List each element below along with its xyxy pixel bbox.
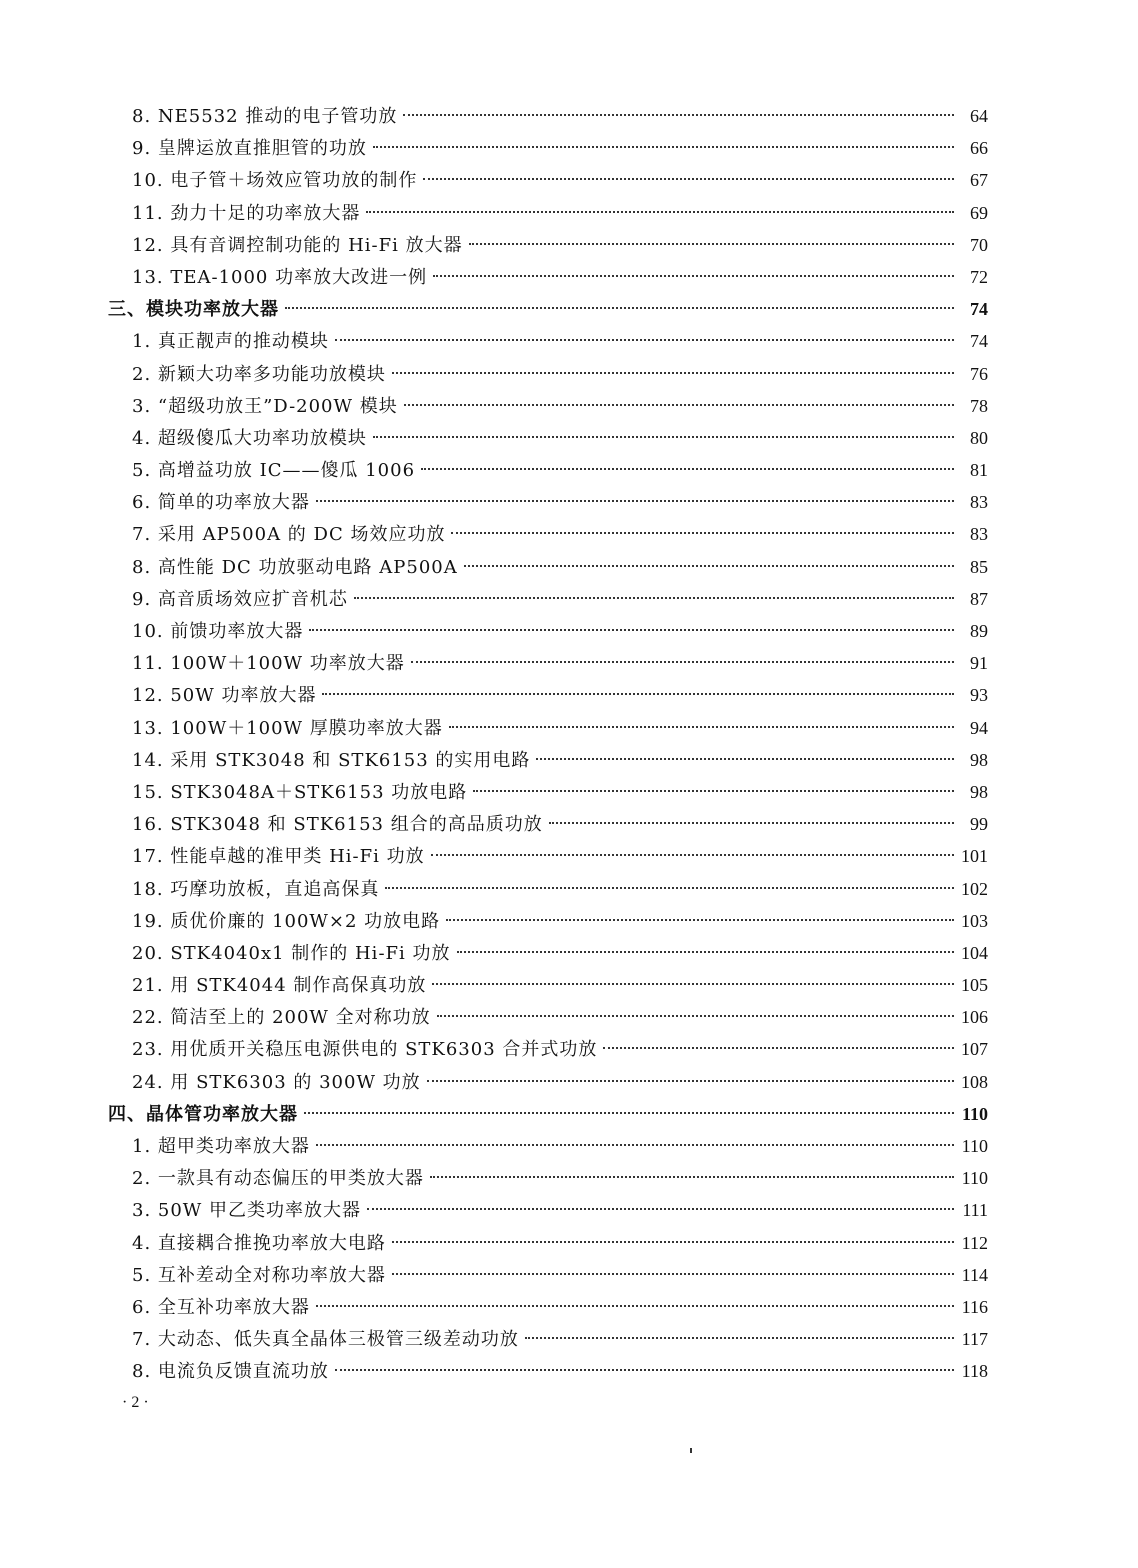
toc-entry-row [108, 647, 988, 679]
toc-page-number: 108 [961, 1071, 988, 1092]
toc-page-number: 93 [970, 685, 988, 706]
toc-entry-row [108, 1130, 988, 1162]
toc-entry-title: 22. 简洁至上的 200W 全对称功放 [132, 1007, 431, 1029]
toc-entry-title: 2. 新颖大功率多功能功放模块 [132, 363, 386, 385]
dot-leader [433, 275, 954, 277]
dot-leader [451, 532, 954, 534]
toc-entry-row [108, 873, 988, 905]
toc-section-row [108, 293, 988, 325]
toc-page-number: 67 [970, 170, 988, 191]
toc-page-number: 104 [961, 942, 988, 963]
toc-page-number: 98 [970, 781, 988, 802]
toc-entry-row [108, 486, 988, 518]
toc-entry-title: 14. 采用 STK3048 和 STK6153 的实用电路 [132, 749, 531, 771]
toc-entry-title: 23. 用优质开关稳压电源供电的 STK6303 合并式功放 [132, 1039, 598, 1061]
toc-entry-row [108, 100, 988, 132]
toc-entry-title: 17. 性能卓越的准甲类 Hi-Fi 功放 [132, 846, 425, 868]
toc-entry-row [108, 808, 988, 840]
toc-page-number: 103 [961, 910, 988, 931]
toc-section-title: 三、模块功率放大器 [108, 299, 279, 321]
toc-entry-row [108, 1323, 988, 1355]
toc-entry-title: 8. NE5532 推动的电子管功放 [132, 106, 398, 127]
toc-page-number: 112 [961, 1232, 988, 1253]
dot-leader [464, 565, 954, 567]
toc-entry-title: 15. STK3048A＋STK6153 功放电路 [132, 781, 468, 803]
toc-page-number: 98 [970, 749, 988, 770]
dot-leader [449, 726, 954, 728]
page-number: · 2 · [122, 1394, 149, 1411]
toc-entry-row [108, 422, 988, 454]
dot-leader [335, 339, 954, 341]
toc-page-number: 85 [970, 556, 988, 577]
toc-page-number: 83 [970, 492, 988, 513]
toc-page-number: 78 [970, 395, 988, 416]
dot-leader [421, 468, 954, 470]
toc-entry-title: 6. 简单的功率放大器 [132, 492, 310, 514]
toc-page-number: 114 [961, 1264, 988, 1285]
toc-entry-row [108, 905, 988, 937]
toc-entry-title: 18. 巧摩功放板，直追高保真 [132, 878, 380, 900]
toc-entry-title: 20. STK4040x1 制作的 Hi-Fi 功放 [132, 942, 451, 964]
toc-entry-row [108, 840, 988, 872]
toc-entry-row [108, 1001, 988, 1033]
dot-leader [322, 693, 954, 695]
toc-entry-title: 8. 高性能 DC 功放驱动电路 AP500A [132, 556, 458, 578]
toc-entry-title: 1. 超甲类功率放大器 [132, 1136, 310, 1157]
toc-page-number: 81 [970, 460, 988, 481]
dot-leader [304, 1112, 954, 1114]
dot-leader [437, 1015, 954, 1017]
toc-entry-title: 11. 劲力十足的功率放大器 [132, 202, 361, 224]
dot-leader [446, 919, 954, 921]
toc-page-number: 66 [970, 138, 988, 159]
toc-entry-row [108, 1227, 988, 1259]
dot-leader [404, 404, 954, 406]
toc-entry-title: 13. 100W＋100W 厚膜功率放大器 [132, 717, 443, 739]
toc-page-number: 110 [961, 1168, 988, 1189]
toc-entry-title: 5. 互补差动全对称功率放大器 [132, 1264, 386, 1286]
dot-leader [309, 629, 954, 631]
toc-page-number: 110 [961, 1136, 988, 1156]
dot-leader [373, 146, 954, 148]
toc-entry-title: 12. 具有音调控制功能的 Hi-Fi 放大器 [132, 234, 463, 256]
toc-page-number: 74 [970, 331, 988, 352]
toc-entry-title: 1. 真正靓声的推动模块 [132, 331, 329, 353]
toc-page-number: 91 [970, 653, 988, 674]
toc-entry-title: 21. 用 STK4044 制作高保真功放 [132, 975, 427, 997]
dot-leader [431, 854, 954, 856]
toc-entry-title: 13. TEA-1000 功率放大改进一例 [132, 266, 428, 288]
scan-speck [690, 1448, 692, 1453]
dot-leader [469, 243, 954, 245]
toc-entry-row [108, 937, 988, 969]
toc-entry-row [108, 1355, 988, 1387]
toc-entry-row [108, 518, 988, 550]
toc-entry-row [108, 776, 988, 808]
toc-page-number: 64 [970, 106, 988, 126]
toc-entry-row [108, 1259, 988, 1291]
toc-page-number: 116 [961, 1296, 988, 1317]
table-of-contents [108, 100, 988, 1388]
dot-leader [385, 887, 954, 889]
toc-entry-title: 10. 前馈功率放大器 [132, 621, 304, 642]
toc-entry-row [108, 1194, 988, 1226]
toc-entry-row [108, 132, 988, 164]
toc-entry-row [108, 679, 988, 711]
toc-entry-title: 2. 一款具有动态偏压的甲类放大器 [132, 1168, 424, 1190]
toc-page-number: 89 [970, 621, 988, 641]
toc-entry-row [108, 551, 988, 583]
toc-entry-row [108, 454, 988, 486]
toc-page-number: 99 [970, 814, 988, 835]
toc-entry-title: 3. “超级功放王”D-200W 模块 [132, 395, 398, 417]
toc-page-number: 110 [961, 1103, 988, 1124]
dot-leader [403, 114, 954, 116]
dot-leader [411, 661, 954, 663]
dot-leader [430, 1176, 954, 1178]
toc-entry-row [108, 358, 988, 390]
dot-leader [473, 790, 954, 792]
toc-entry-title: 24. 用 STK6303 的 300W 功放 [132, 1071, 421, 1093]
dot-leader [285, 307, 954, 309]
toc-entry-row [108, 712, 988, 744]
toc-entry-row [108, 583, 988, 615]
dot-leader [392, 372, 954, 374]
toc-entry-title: 10. 电子管＋场效应管功放的制作 [132, 170, 418, 192]
toc-page-number: 101 [961, 846, 988, 867]
dot-leader [549, 822, 954, 824]
toc-page-number: 70 [970, 234, 988, 255]
toc-page-number: 94 [970, 717, 988, 738]
toc-page-number: 106 [961, 1007, 988, 1028]
dot-leader [423, 178, 954, 180]
toc-page-number: 72 [970, 266, 988, 287]
dot-leader [392, 1241, 954, 1243]
toc-entry-row [108, 261, 988, 293]
toc-entry-title: 11. 100W＋100W 功率放大器 [132, 653, 405, 675]
toc-page-number: 107 [961, 1039, 988, 1060]
toc-page-number: 117 [961, 1329, 988, 1350]
toc-entry-title: 16. STK3048 和 STK6153 组合的高品质功放 [132, 814, 543, 836]
toc-page-number: 83 [970, 524, 988, 545]
toc-section-row [108, 1098, 988, 1130]
toc-page-number: 118 [961, 1361, 988, 1382]
toc-entry-title: 3. 50W 甲乙类功率放大器 [132, 1200, 362, 1222]
toc-entry-title: 12. 50W 功率放大器 [132, 685, 317, 707]
toc-page-number: 74 [970, 299, 988, 320]
toc-entry-title: 5. 高增益功放 IC——傻瓜 1006 [132, 460, 416, 482]
dot-leader [354, 597, 954, 599]
dot-leader [392, 1273, 954, 1275]
dot-leader [316, 500, 954, 502]
toc-page-number: 102 [961, 878, 988, 899]
toc-entry-title: 7. 采用 AP500A 的 DC 场效应功放 [132, 524, 446, 546]
toc-entry-title: 4. 超级傻瓜大功率功放模块 [132, 427, 367, 449]
dot-leader [366, 211, 954, 213]
toc-entry-row [108, 1066, 988, 1098]
toc-entry-row [108, 325, 988, 357]
toc-page-number: 80 [970, 427, 988, 448]
toc-entry-title: 7. 大动态、低失真全晶体三极管三级差动功放 [132, 1329, 519, 1351]
toc-entry-title: 8. 电流负反馈直流功放 [132, 1361, 329, 1383]
dot-leader [335, 1369, 954, 1371]
toc-entry-title: 9. 皇牌运放直推胆管的功放 [132, 138, 367, 160]
toc-page-number: 69 [970, 202, 988, 223]
toc-entry-row [108, 390, 988, 422]
dot-leader [536, 758, 954, 760]
toc-entry-row [108, 744, 988, 776]
dot-leader [457, 951, 955, 953]
toc-page-number: 76 [970, 363, 988, 384]
toc-entry-row [108, 197, 988, 229]
toc-page-number: 111 [962, 1200, 988, 1221]
dot-leader [432, 983, 954, 985]
dot-leader [316, 1305, 954, 1307]
toc-entry-title: 19. 质优价廉的 100W×2 功放电路 [132, 910, 441, 932]
toc-entry-title: 6. 全互补功率放大器 [132, 1296, 310, 1318]
dot-leader [367, 1208, 954, 1210]
dot-leader [427, 1080, 954, 1082]
toc-section-title: 四、晶体管功率放大器 [108, 1103, 298, 1125]
dot-leader [603, 1047, 954, 1049]
dot-leader [373, 436, 954, 438]
toc-entry-row [108, 164, 988, 196]
toc-page-number: 105 [961, 975, 988, 996]
toc-entry-row [108, 1291, 988, 1323]
dot-leader [316, 1144, 954, 1146]
toc-entry-row [108, 1162, 988, 1194]
toc-entry-title: 4. 直接耦合推挽功率放大电路 [132, 1232, 386, 1254]
toc-page-number: 87 [970, 588, 988, 609]
toc-entry-title: 9. 高音质场效应扩音机芯 [132, 588, 348, 610]
toc-entry-row [108, 969, 988, 1001]
toc-entry-row [108, 229, 988, 261]
toc-entry-row [108, 1033, 988, 1065]
toc-entry-row [108, 615, 988, 647]
dot-leader [525, 1337, 954, 1339]
